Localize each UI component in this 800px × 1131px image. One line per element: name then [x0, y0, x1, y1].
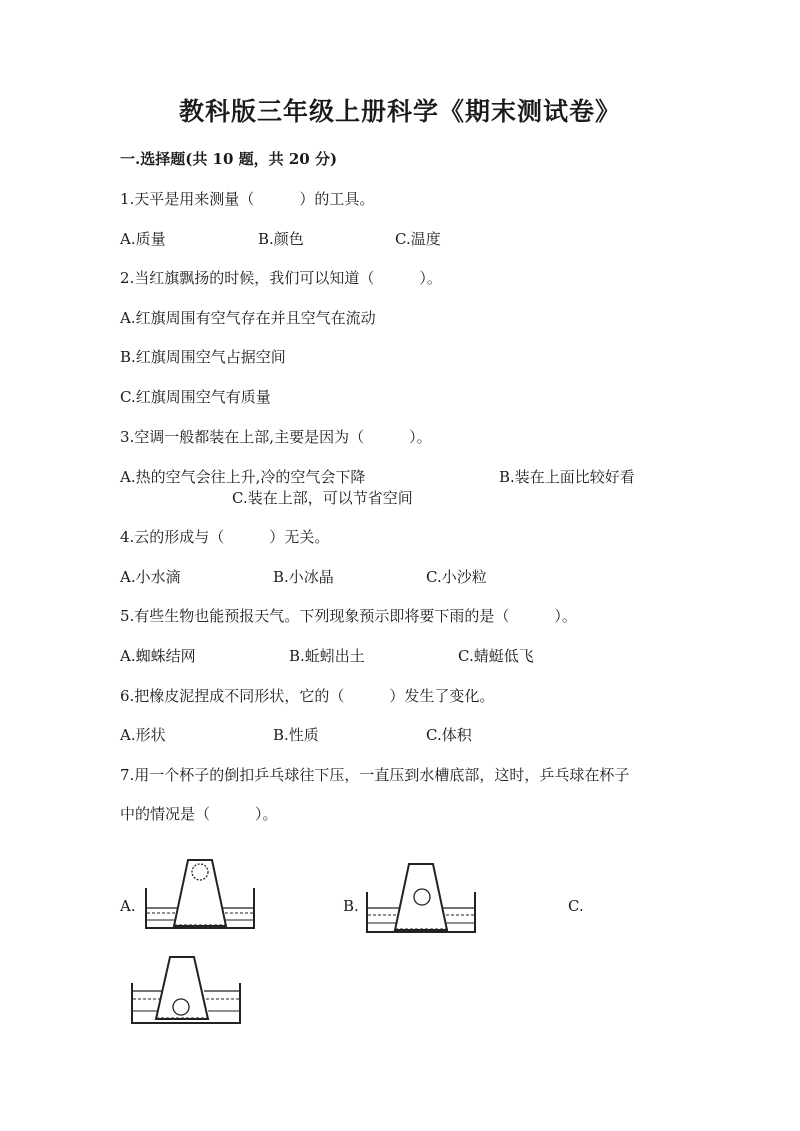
- question-2-option-c[interactable]: C.红旗周围空气有质量: [120, 388, 271, 406]
- question-4-stem: 4.云的形成与（ ）无关。: [120, 528, 330, 546]
- question-1-option-c[interactable]: C.温度: [395, 230, 441, 248]
- page-title: 教科版三年级上册科学《期末测试卷》: [178, 97, 621, 126]
- question-3-stem: 3.空调一般都装在上部,主要是因为（ ）。: [120, 428, 432, 446]
- question-3-option-b[interactable]: B.装在上面比较好看: [499, 468, 635, 486]
- question-7-option-c[interactable]: C.: [568, 897, 584, 915]
- question-5-option-a[interactable]: A.蜘蛛结网: [120, 647, 196, 665]
- question-7-figure-b[interactable]: [365, 862, 477, 936]
- question-7-option-a[interactable]: A.: [120, 897, 136, 915]
- question-1-option-b[interactable]: B.颜色: [258, 230, 304, 248]
- question-6-option-a[interactable]: A.形状: [120, 726, 166, 744]
- section-heading: 一.选择题(共 10 题，共 20 分): [120, 150, 338, 168]
- question-2-stem: 2.当红旗飘扬的时候，我们可以知道（ ）。: [120, 269, 442, 287]
- question-7-figure-a[interactable]: [144, 858, 256, 932]
- question-4-option-a[interactable]: A.小水滴: [120, 568, 181, 586]
- question-1-option-a[interactable]: A.质量: [120, 230, 166, 248]
- question-5-option-c[interactable]: C.蜻蜓低飞: [458, 647, 534, 665]
- question-7-figure-c[interactable]: [130, 955, 242, 1029]
- question-5-stem: 5.有些生物也能预报天气。下列现象预示即将要下雨的是（ ）。: [120, 607, 577, 625]
- question-4-option-b[interactable]: B.小冰晶: [273, 568, 334, 586]
- question-3-option-c[interactable]: C.装在上部，可以节省空间: [232, 489, 413, 507]
- question-1-stem: 1.天平是用来测量（ ）的工具。: [120, 190, 375, 208]
- question-5-option-b[interactable]: B.蚯蚓出土: [289, 647, 365, 665]
- question-6-stem: 6.把橡皮泥捏成不同形状，它的（ ）发生了变化。: [120, 687, 495, 705]
- question-4-option-c[interactable]: C.小沙粒: [426, 568, 487, 586]
- question-3-option-a[interactable]: A.热的空气会往上升,冷的空气会下降: [120, 468, 366, 486]
- question-6-option-b[interactable]: B.性质: [273, 726, 319, 744]
- question-2-option-b[interactable]: B.红旗周围空气占据空间: [120, 348, 286, 366]
- question-7-stem-line1: 7.用一个杯子的倒扣乒乓球往下压，一直压到水槽底部，这时，乒乓球在杯子: [120, 766, 630, 784]
- question-7-stem-line2: 中的情况是（ ）。: [120, 805, 278, 823]
- question-6-option-c[interactable]: C.体积: [426, 726, 472, 744]
- question-7-option-b[interactable]: B.: [343, 897, 359, 915]
- question-2-option-a[interactable]: A.红旗周围有空气存在并且空气在流动: [120, 309, 376, 327]
